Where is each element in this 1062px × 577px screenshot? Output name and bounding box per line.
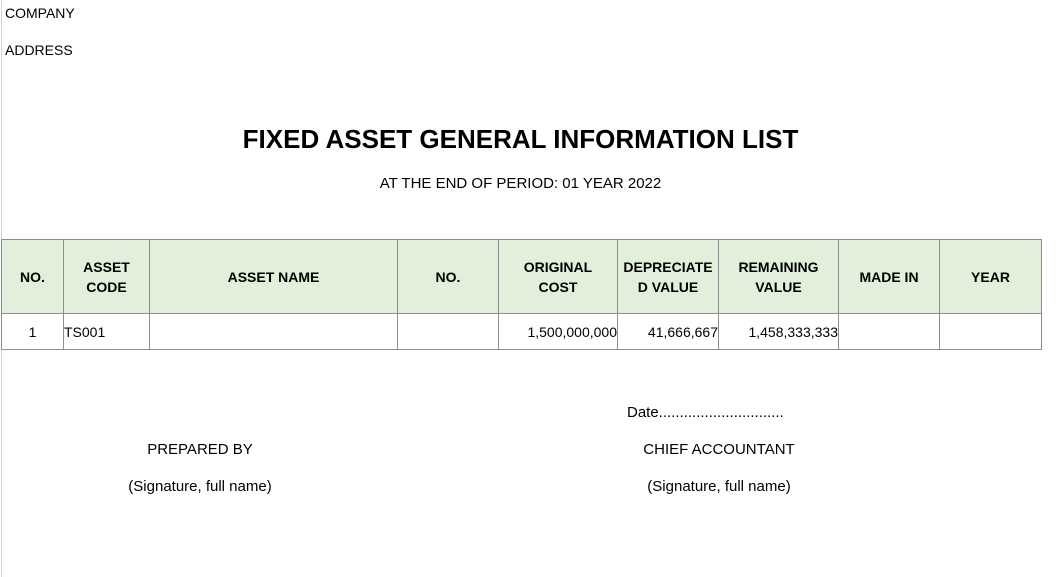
date-line: Date.............................. (627, 404, 784, 421)
col-header-made-in[interactable]: MADE IN (839, 240, 940, 314)
cell-original-cost[interactable]: 1,500,000,000 (499, 314, 618, 350)
asset-table (1, 239, 1042, 350)
col-header-no[interactable]: NO. (2, 240, 64, 314)
cell-remaining-value[interactable]: 1,458,333,333 (719, 314, 839, 350)
cell-depreciated-value[interactable]: 41,666,667 (618, 314, 719, 350)
address-label: ADDRESS (5, 42, 73, 58)
table-row (2, 314, 1042, 350)
col-header-year[interactable]: YEAR (940, 240, 1042, 314)
cell-no[interactable]: 1 (2, 314, 64, 350)
col-header-asset-name[interactable]: ASSET NAME (150, 240, 398, 314)
prepared-by-signature: (Signature, full name) (128, 478, 272, 495)
chief-accountant-label: CHIEF ACCOUNTANT (643, 441, 795, 458)
period-subtitle: AT THE END OF PERIOD: 01 YEAR 2022 (379, 175, 662, 192)
company-label: COMPANY (5, 5, 75, 21)
cell-asset-code[interactable]: TS001 (64, 314, 150, 350)
prepared-by-label: PREPARED BY (147, 441, 253, 458)
col-header-asset-code[interactable]: ASSET CODE (64, 240, 150, 314)
cell-made-in[interactable] (839, 314, 940, 350)
page-title: FIXED ASSET GENERAL INFORMATION LIST (242, 124, 799, 154)
cell-no-2[interactable] (398, 314, 499, 350)
table-header-row (2, 240, 1042, 314)
col-header-no-2[interactable]: NO. (398, 240, 499, 314)
cell-year[interactable] (940, 314, 1042, 350)
col-header-remaining-value[interactable]: REMAINING VALUE (719, 240, 839, 314)
chief-accountant-signature: (Signature, full name) (647, 478, 791, 495)
col-header-depreciated-value[interactable]: DEPRECIATE D VALUE (618, 240, 719, 314)
col-header-original-cost[interactable]: ORIGINAL COST (499, 240, 618, 314)
cell-asset-name[interactable] (150, 314, 398, 350)
